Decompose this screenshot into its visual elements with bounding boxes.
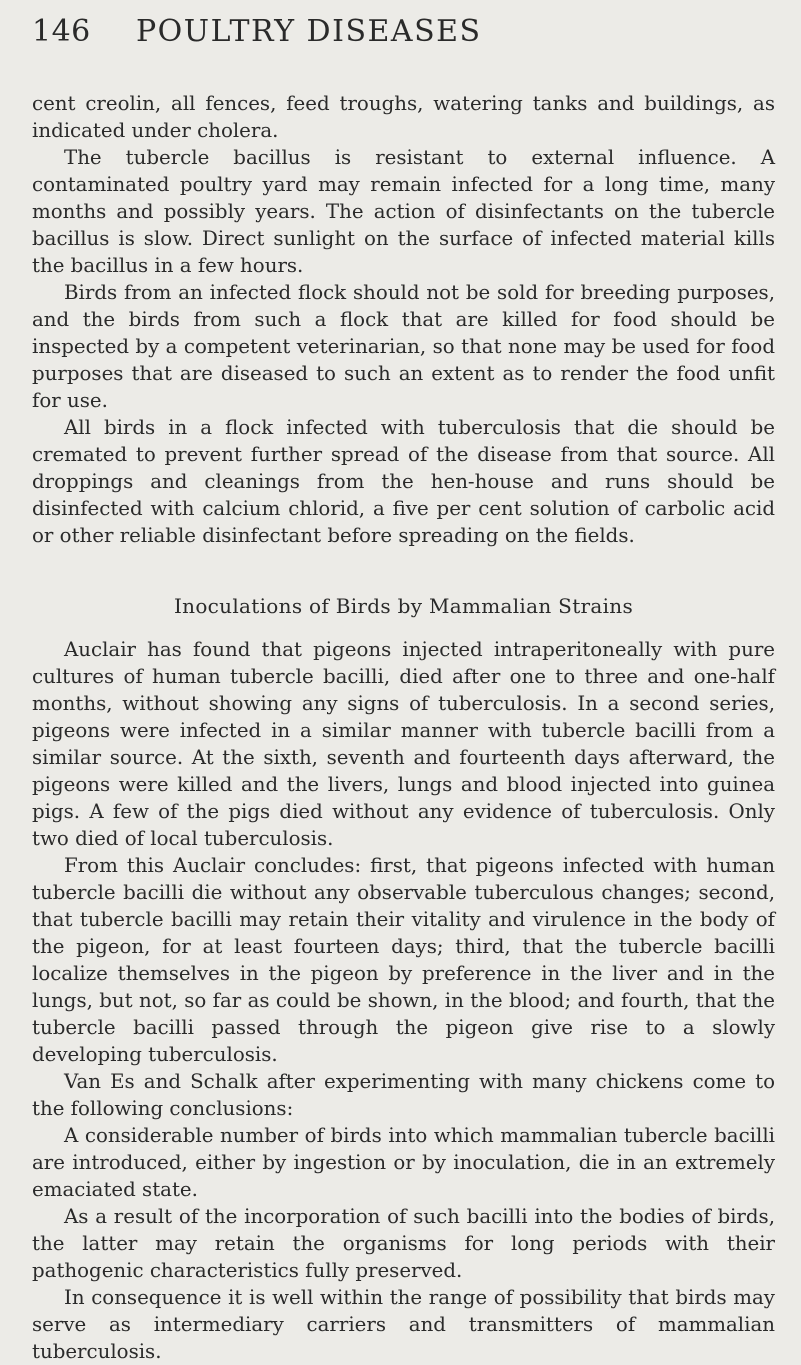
page-number: 146 (32, 14, 91, 49)
paragraph: As a result of the incorporation of such bacilli into the bodies of birds, the latter may retain the organisms for long periods with their pathogenic characteristics fully preserved. (32, 1205, 775, 1282)
paragraph: The tubercle bacillus is resistant to external influence. A contaminated poultry yard may remain infected for a long time, many months and possibly years. The action of disinfectants on the tubercle bacillus is slow. Direct sunlight on the surface of infected material kills the bacillus in a few hours. (32, 146, 775, 277)
paragraph: Birds from an infected flock should not be sold for breeding purposes, and the birds from such a flock that are killed for food should be inspected by a competent veterinarian, so that none may be used for food purposes that are diseased to such an extent as to render the food unfit for use. (32, 281, 775, 412)
paragraph: A considerable number of birds into which mammalian tubercle bacilli are introduced, either by ingestion or by inoculation, die in an extremely emaciated state. (32, 1124, 775, 1201)
section-heading: Inoculations of Birds by Mammalian Strains (173, 594, 634, 618)
paragraph: All birds in a flock infected with tuberculosis that die should be cremated to prevent further spread of the disease from that source. All droppings and cleanings from the hen-house and runs should be disinfected with calcium chlorid, a five per cent solution of carbolic acid or other reliable disinfectant before spreading on the fields. (32, 416, 775, 547)
paragraph: In consequence it is well within the range of possibility that birds may serve as intermediary carriers and transmitters of mammalian tuberculosis. (32, 1286, 775, 1363)
paragraph: From this Auclair concludes: first, that pigeons infected with human tubercle bacilli die without any observable tuberculous changes; second, that tubercle bacilli may retain their vitality and virulence in the body of the pigeon, for at least fourteen days; third, that the tubercle bacilli localize themselves in the pigeon by preference in the liver and in the lungs, but not, so far as could be shown, in the blood; and fourth, that the tubercle bacilli passed through the pigeon give rise to a slowly developing tuberculosis. (32, 854, 775, 1066)
body-text (32, 90, 775, 1365)
running-head (32, 14, 775, 68)
book-title: POULTRY DISEASES (136, 14, 482, 49)
paragraph: Auclair has found that pigeons injected intraperitoneally with pure cultures of human tubercle bacilli, died after one to three and one-half months, without showing any signs of tuberculosis. In a second series, pigeons were infected in a similar manner with tubercle bacilli from a similar source. At the sixth, seventh and fourteenth days afterward, the pigeons were killed and the livers, lungs and blood injected into guinea pigs. A few of the pigs died without any evidence of tuberculosis. Only two died of local tuberculosis. (32, 638, 775, 850)
paragraph: cent creolin, all fences, feed troughs, watering tanks and buildings, as indicated under cholera. (32, 92, 775, 142)
paragraph: Van Es and Schalk after experimenting with many chickens come to the following conclusions: (32, 1070, 775, 1120)
